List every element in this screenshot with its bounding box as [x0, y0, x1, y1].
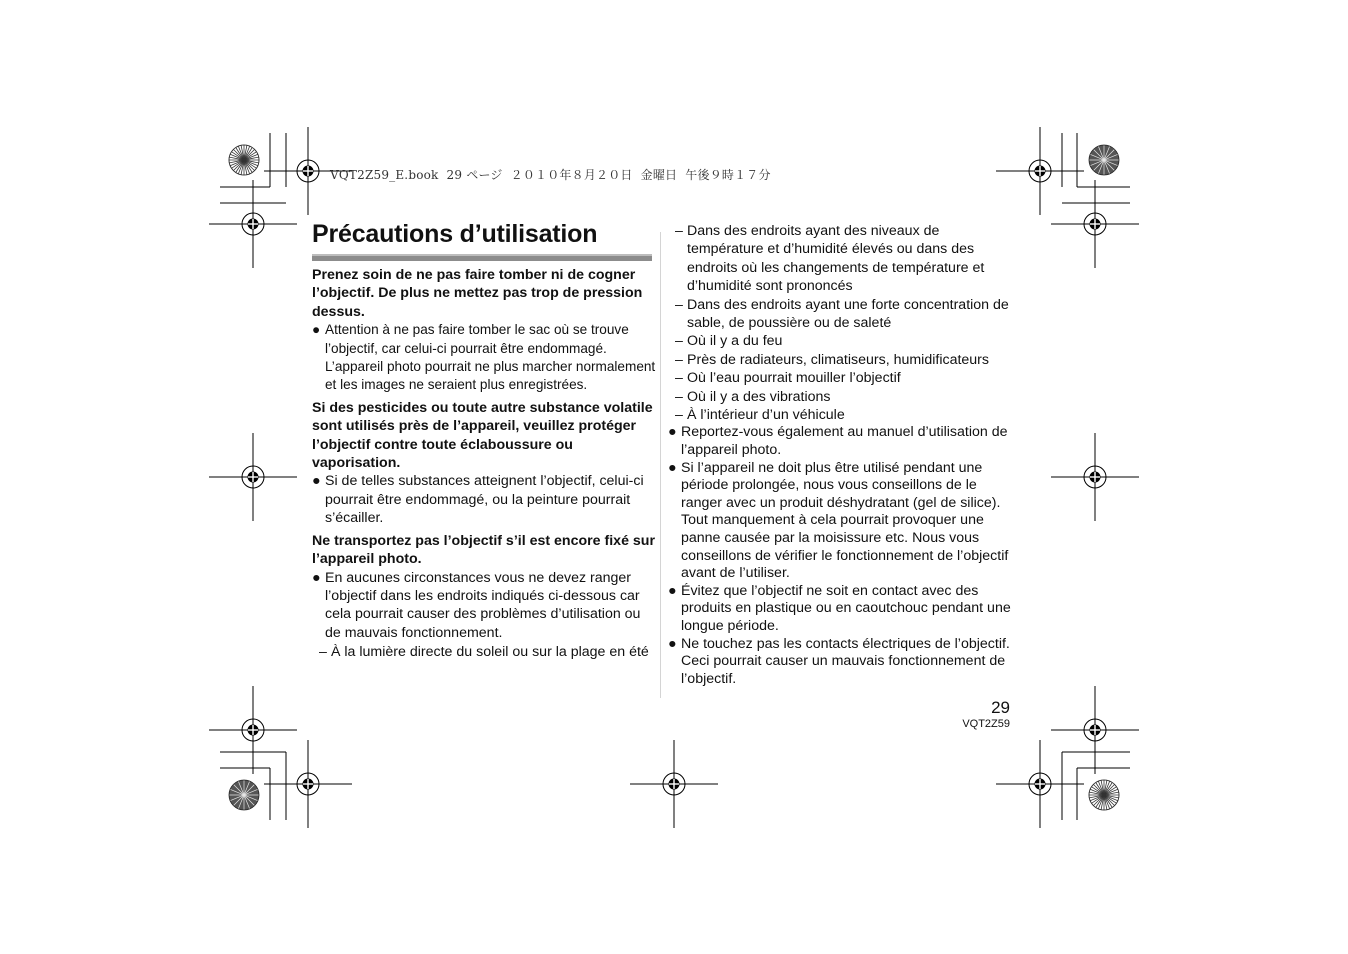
bullet-icon: ● — [668, 582, 677, 599]
dash-item — [312, 643, 658, 661]
bullet-item — [668, 636, 1013, 689]
bullet-text: Si l’appareil ne doit plus être utilisé pendant une période prolongée, nous vous conseillons de le ranger avec un produit déshydratant (gel de silice). Tout manquement à cela pourrait provoquer une panne causée par la moisissure etc. Nous vous conseillons de vérifier le fonctionnement de l’objectif avant de l’utiliser. — [681, 459, 1009, 582]
document-code: VQT2Z59 — [962, 718, 1010, 730]
dash-item — [668, 351, 1013, 369]
dash-text: Près de radiateurs, climatiseurs, humidificateurs — [687, 351, 989, 368]
bullet-icon: ● — [668, 424, 677, 441]
page-title: Précautions d’utilisation — [312, 220, 598, 248]
dash-mark: – — [319, 644, 327, 661]
column-divider — [660, 232, 661, 698]
warning-transport: Ne transportez pas l’objectif s’il est encore fixé sur l’appareil photo. — [312, 532, 655, 568]
warning-pesticides: Si des pesticides ou toute autre substance volatile sont utilisés près de l’appareil, veuillez protéger l’objectif contre toute éclaboussure ou vaporisation. — [312, 399, 653, 472]
bullet-text: En aucunes circonstances vous ne devez ranger l’objectif dans les endroits indiqués ci-dessous car cela pourrait causer des problèmes d’utilisation ou de mauvais fonctionnement. — [325, 569, 641, 641]
dash-item — [668, 332, 1013, 350]
bullet-item — [668, 424, 1013, 459]
dash-item — [668, 406, 1013, 424]
dash-item — [668, 296, 1013, 333]
dash-mark: – — [675, 370, 683, 387]
dash-text: À l’intérieur d’un véhicule — [687, 407, 845, 424]
dash-item — [668, 222, 1013, 296]
dash-mark: – — [675, 223, 683, 239]
bullet-item — [668, 460, 1013, 583]
bullet-item — [668, 583, 1013, 636]
bullet-icon: ● — [312, 322, 321, 338]
dash-mark: – — [675, 407, 683, 424]
dash-text: Où l’eau pourrait mouiller l’objectif — [687, 370, 901, 387]
dash-item — [668, 369, 1013, 387]
bullet-item — [312, 321, 658, 395]
bullet-text: Reportez-vous également au manuel d’utilisation de l’appareil photo. — [681, 424, 1008, 459]
book-file-header: VQT2Z59_E.book 29 ページ ２０１０年８月２０日 金曜日 午後９時１７分 — [330, 168, 771, 182]
bullet-icon: ● — [668, 459, 677, 476]
warning-drop-lens: Prenez soin de ne pas faire tomber ni de cogner l’objectif. De plus ne mettez pas trop de pression dessus. — [312, 267, 643, 320]
dash-text: Où il y a du feu — [687, 333, 783, 350]
bullet-text: Si de telles substances atteignent l’objectif, celui-ci pourrait être endommagé, ou la peinture pourrait s’écailler. — [325, 473, 644, 527]
dash-mark: – — [675, 388, 683, 405]
bullet-icon: ● — [312, 473, 321, 490]
dash-mark: – — [675, 333, 683, 350]
bullet-text: Évitez que l’objectif ne soit en contact avec des produits en plastique ou en caoutchouc pendant une longue période. — [681, 582, 1011, 634]
bullet-text: Attention à ne pas faire tomber le sac où se trouve l’objectif, car celui-ci pourrait être endommagé. L’appareil photo pourrait ne plus marcher normalement et les images ne seraient plus enregistrées. — [325, 322, 656, 393]
bullet-icon: ● — [312, 569, 321, 586]
page-number: 29 — [991, 698, 1010, 717]
bullet-text: Ne touchez pas les contacts électriques de l’objectif. Ceci pourrait causer un mauvais fonctionnement de l’objectif. — [681, 635, 1010, 687]
right-column — [668, 222, 1013, 688]
dash-text: Dans des endroits ayant des niveaux de température et d’humidité élevés ou dans des endroits où les changements de température et d’humidité sont prononcés — [687, 223, 985, 295]
dash-item — [668, 388, 1013, 406]
left-column — [312, 266, 658, 662]
bullet-item — [312, 569, 658, 643]
dash-mark: – — [675, 296, 683, 313]
bullet-icon: ● — [668, 635, 677, 652]
dash-text: À la lumière directe du soleil ou sur la plage en été — [331, 644, 649, 661]
dash-text: Dans des endroits ayant une forte concentration de sable, de poussière ou de saleté — [687, 296, 1009, 332]
dash-text: Où il y a des vibrations — [687, 388, 831, 405]
bullet-item — [312, 472, 658, 527]
title-underline-highlight — [312, 254, 652, 256]
dash-mark: – — [675, 351, 683, 368]
